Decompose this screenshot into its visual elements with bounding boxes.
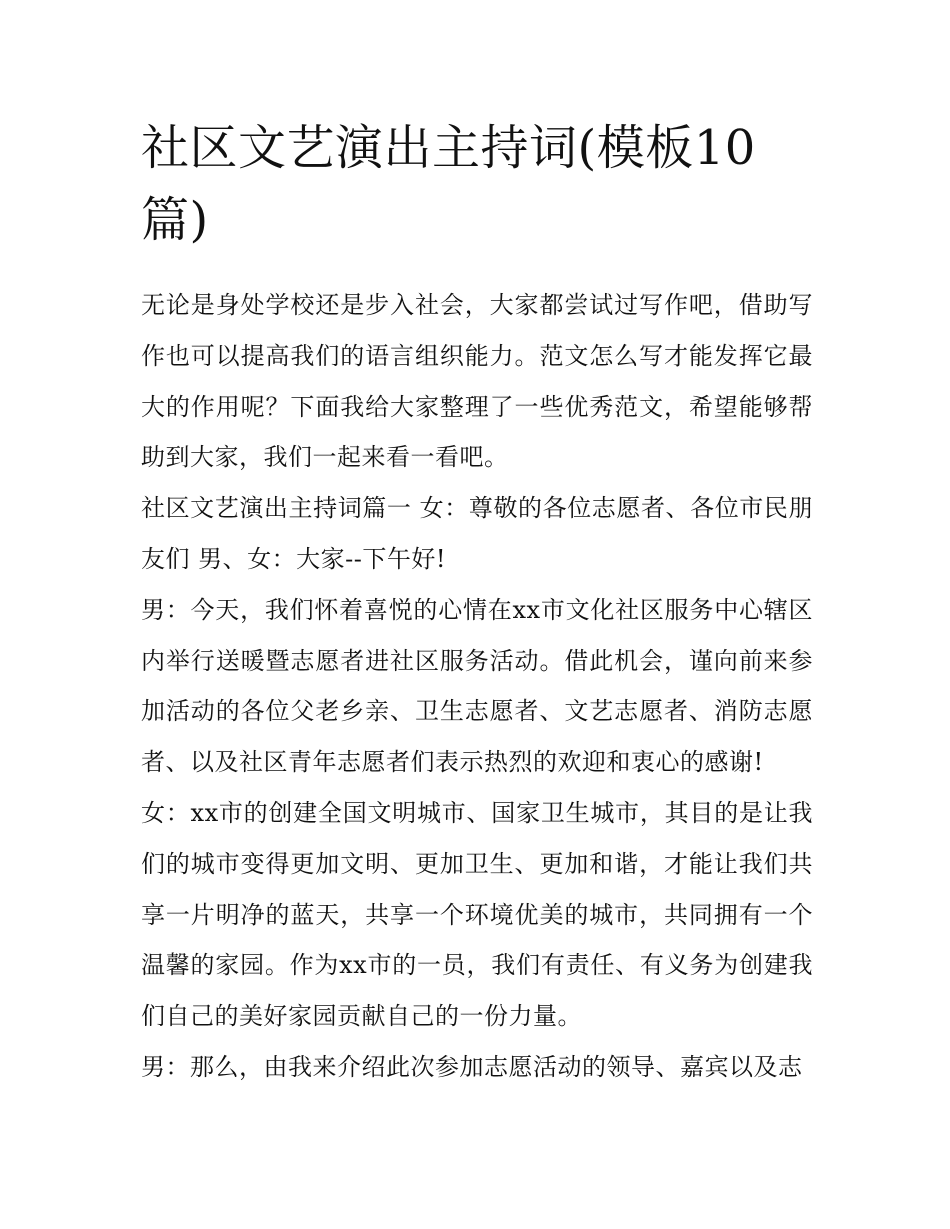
opening-paragraph: 社区文艺演出主持词篇一 女：尊敬的各位志愿者、各位市民朋友们 男、女：大家--下午好!	[141, 494, 813, 573]
male-host-paragraph-1: 男：今天，我们怀着喜悦的心情在xx市文化社区服务中心辖区内举行送暖暨志愿者进社区服务活动。借此机会，谨向前来参加活动的各位父老乡亲、卫生志愿者、文艺志愿者、消防志愿者、以及社区青年志愿者们表示热烈的欢迎和衷心的感谢!	[141, 595, 813, 777]
female-host-paragraph-1: 女：xx市的创建全国文明城市、国家卫生城市，其目的是让我们的城市变得更加文明、更加卫生、更加和谐，才能让我们共享一片明净的蓝天，共享一个环境优美的城市，共同拥有一个温馨的家园。作为xx市的一员，我们有责任、有义务为创建我们自己的美好家园贡献自己的一份力量。	[141, 798, 813, 1031]
document-title: 社区文艺演出主持词(模板10篇)	[141, 120, 756, 248]
intro-paragraph: 无论是身处学校还是步入社会，大家都尝试过写作吧，借助写作也可以提高我们的语言组织能力。范文怎么写才能发挥它最大的作用呢？下面我给大家整理了一些优秀范文，希望能够帮助到大家，我们一起来看一看吧。	[141, 291, 813, 472]
document-body	[141, 112, 813, 1093]
male-host-paragraph-2: 男：那么，由我来介绍此次参加志愿活动的领导、嘉宾以及志	[141, 1052, 803, 1081]
